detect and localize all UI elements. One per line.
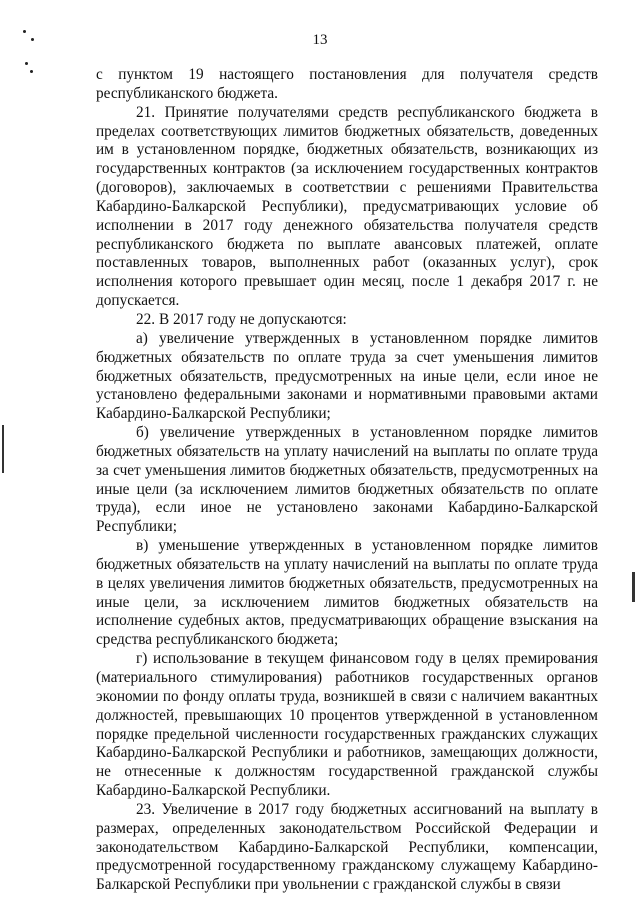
document-body	[96, 66, 598, 895]
paragraph-22-b: б) увеличение утвержденных в установленном порядке лимитов бюджетных обязательств на уплату начислений на выплаты по оплате труда за счет уменьшения лимитов бюджетных обязательств, предусмотренных на иные цели (за исключением лимитов бюджетных обязательств по оплате труда), если иное не установлено законами Кабардино-Балкарской Республики;	[96, 424, 598, 536]
page-number: 13	[312, 32, 328, 48]
paragraph-23: 23. Увеличение в 2017 году бюджетных ассигнований на выплату в размерах, определенных законодательством Российской Федерации и законодательством Кабардино-Балкарской Республики, компенсации, предусмотренной государственному гражданскому служащему Кабардино-Балкарской Республики при увольнении с гражданской службы в связи	[96, 800, 598, 894]
scan-speck	[23, 30, 26, 33]
scan-speck	[30, 70, 33, 73]
paragraph-22-a: а) увеличение утвержденных в установленном порядке лимитов бюджетных обязательств по оплате труда за счет уменьшения лимитов бюджетных обязательств, предусмотренных на иные цели, если иное не установлено федеральными законами и нормативными правовыми актами Кабардино-Балкарской Республики;	[96, 329, 598, 423]
scan-speck	[31, 38, 34, 41]
paragraph-22: 22. В 2017 году не допускаются:	[136, 310, 347, 328]
paragraph-21: 21. Принятие получателями средств республиканского бюджета в пределах соответствующих лимитов бюджетных обязательств, доведенных им в установленном порядке, бюджетных обязательств, возникающих из государственных контрактов (за исключением государственных контрактов (договоров), заключаемых в соответствии с решениями Правительства Кабардино-Балкарской Республики), предусматривающих условие об исполнении в 2017 году денежного обязательства получателя средств республиканского бюджета по выплате авансовых платежей, оплате поставленных товаров, выполненных работ (оказанных услуг), срок исполнения которого превышает один месяц, после 1 декабря 2017 г. не допускается.	[96, 103, 598, 310]
scan-edge-mark	[632, 572, 635, 602]
scan-speck	[25, 62, 28, 65]
paragraph-22-v: в) уменьшение утвержденных в установленном порядке лимитов бюджетных обязательств на уплату начислений на выплаты по оплате труда в целях увеличения лимитов бюджетных обязательств, предусмотренных на иные цели, за исключением лимитов бюджетных обязательств на исполнение судебных актов, предусматривающих обращение взыскания на средства республиканского бюджета;	[96, 537, 598, 649]
scan-edge-mark	[2, 425, 4, 473]
paragraph-22-g: г) использование в текущем финансовом году в целях премирования (материального стимулирования) работников государственных органов экономии по фонду оплаты труда, возникшей в связи с наличием вакантных должностей, превышающих 10 процентов утвержденной в установленном порядке предельной численности государственных гражданских служащих Кабардино-Балкарской Республики и работников, замещающих должности, не отнесенные к должностям государственной гражданской службы Кабардино-Балкарской Республики.	[96, 650, 598, 800]
paragraph-continuation: с пунктом 19 настоящего постановления для получателя средств республиканского бюджета.	[96, 66, 598, 102]
